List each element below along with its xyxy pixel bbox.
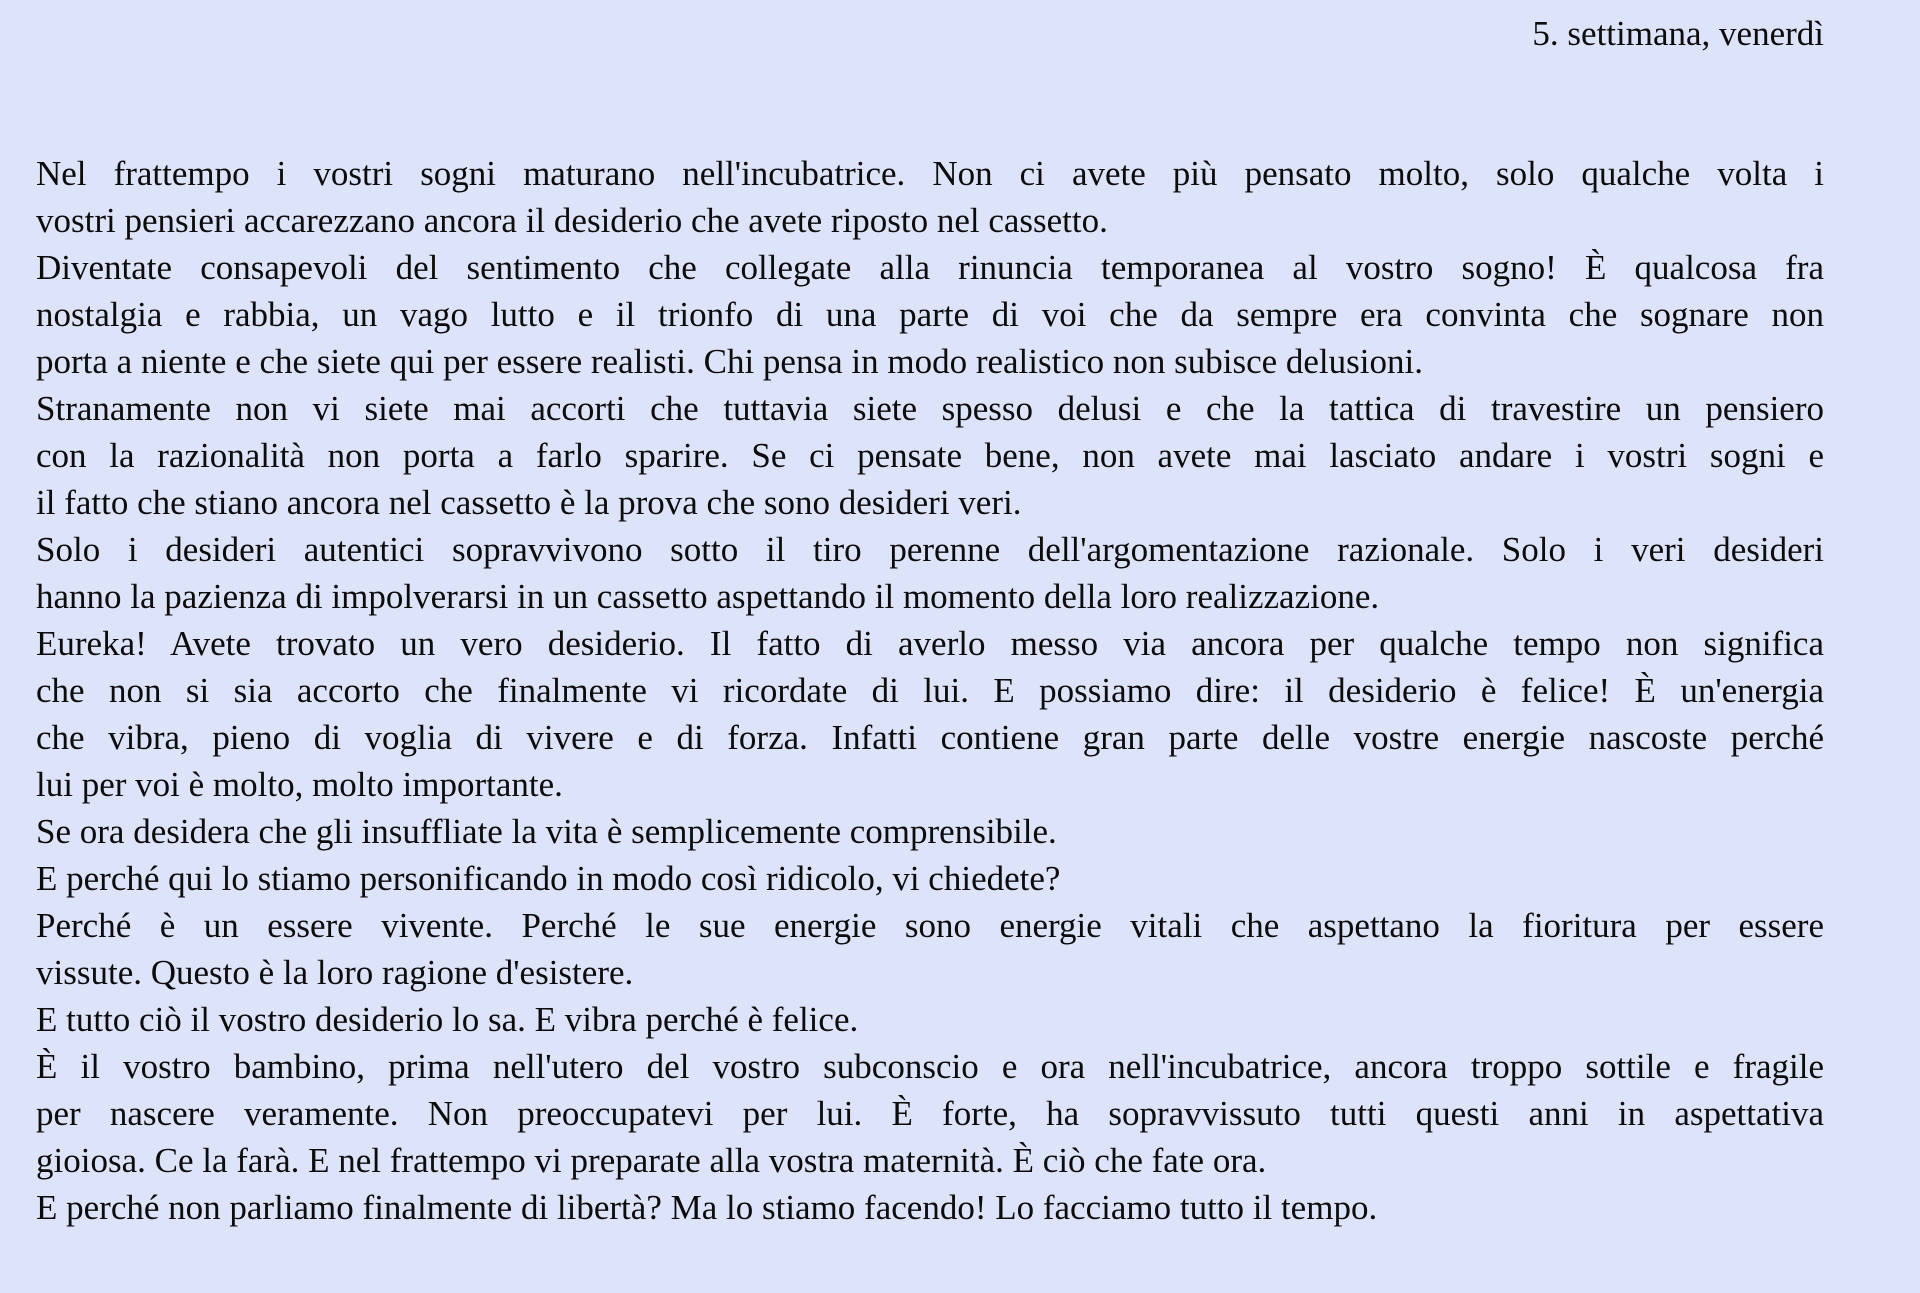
text-line: Nel frattempo i vostri sogni maturano nell'incubatrice. Non ci avete più pensato molto, solo qualche volta i (36, 154, 1824, 193)
text-line: E perché non parliamo finalmente di libertà? Ma lo stiamo facendo! Lo facciamo tutto il tempo. (36, 1188, 1378, 1227)
text-line: Perché è un essere vivente. Perché le sue energie sono energie vitali che aspettano la fioritura per essere (36, 906, 1824, 945)
text-line: Se ora desidera che gli insuffliate la vita è semplicemente comprensibile. (36, 812, 1057, 851)
text-line: che non si sia accorto che finalmente vi ricordate di lui. E possiamo dire: il desiderio è felice! È un'energia (36, 671, 1824, 710)
text-line: vostri pensieri accarezzano ancora il desiderio che avete riposto nel cassetto. (36, 201, 1108, 240)
text-line: gioiosa. Ce la farà. E nel frattempo vi preparate alla vostra maternità. È ciò che fate ora. (36, 1141, 1267, 1180)
text-line: per nascere veramente. Non preoccupatevi per lui. È forte, ha sopravvissuto tutti questi anni in aspettativa (36, 1094, 1824, 1133)
text-line: porta a niente e che siete qui per essere realisti. Chi pensa in modo realistico non subisce delusioni. (36, 342, 1423, 381)
text-line: E perché qui lo stiamo personificando in modo così ridicolo, vi chiedete? (36, 859, 1061, 898)
body-text (36, 150, 1824, 1231)
text-line: che vibra, pieno di voglia di vivere e di forza. Infatti contiene gran parte delle vostre energie nascoste perché (36, 718, 1824, 757)
text-line: Stranamente non vi siete mai accorti che tuttavia siete spesso delusi e che la tattica di travestire un pensiero (36, 389, 1824, 428)
text-line: Eureka! Avete trovato un vero desiderio. Il fatto di averlo messo via ancora per qualche tempo non significa (36, 624, 1824, 663)
text-line: vissute. Questo è la loro ragione d'esistere. (36, 953, 634, 992)
page-header-date: 5. settimana, venerdì (1532, 14, 1824, 53)
text-line: Diventate consapevoli del sentimento che collegate alla rinuncia temporanea al vostro sogno! È qualcosa fra (36, 248, 1824, 287)
text-line: lui per voi è molto, molto importante. (36, 765, 563, 804)
text-line: nostalgia e rabbia, un vago lutto e il trionfo di una parte di voi che da sempre era convinta che sognare non (36, 295, 1824, 334)
text-line: il fatto che stiano ancora nel cassetto è la prova che sono desideri veri. (36, 483, 1022, 522)
text-line: E tutto ciò il vostro desiderio lo sa. E vibra perché è felice. (36, 1000, 859, 1039)
text-line: È il vostro bambino, prima nell'utero del vostro subconscio e ora nell'incubatrice, ancora troppo sottile e fragile (36, 1047, 1824, 1086)
text-line: con la razionalità non porta a farlo sparire. Se ci pensate bene, non avete mai lasciato andare i vostri sogni e (36, 436, 1824, 475)
text-line: Solo i desideri autentici sopravvivono sotto il tiro perenne dell'argomentazione razionale. Solo i veri desideri (36, 530, 1824, 569)
text-line: hanno la pazienza di impolverarsi in un cassetto aspettando il momento della loro realizzazione. (36, 577, 1380, 616)
